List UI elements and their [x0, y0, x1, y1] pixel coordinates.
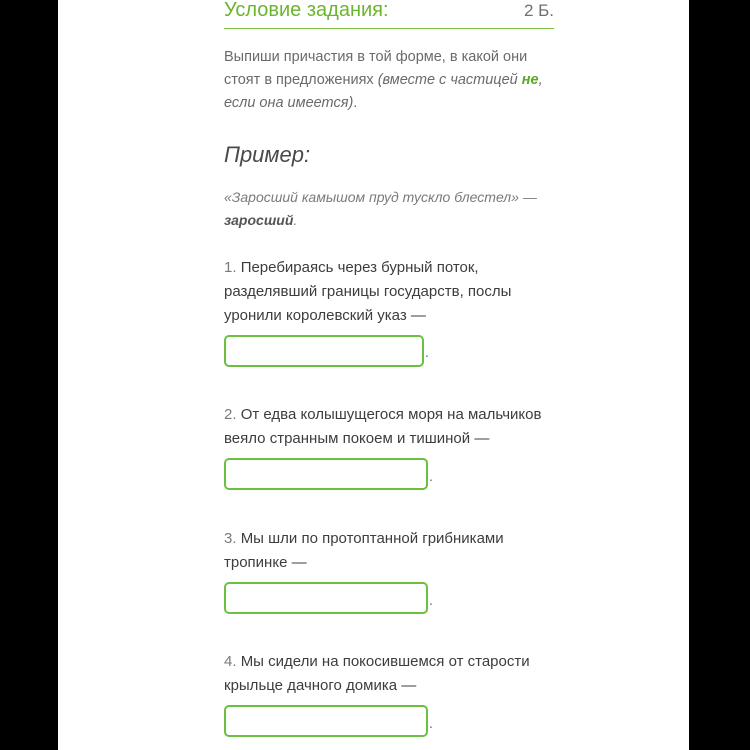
task-number: 1.: [224, 259, 237, 276]
instruction-main: Выпиши причастия в той форме, в какой они стоят в предложениях: [224, 49, 528, 88]
task-text: Мы шли по протоптанной грибниками тропинке —: [224, 530, 504, 571]
task-2-dot: .: [429, 468, 433, 484]
task-2-question: [224, 403, 564, 451]
instruction-note: (вместе с частицей не, если она имеется): [224, 72, 543, 111]
task-number: 4.: [224, 653, 237, 670]
particle-ne: не: [521, 72, 539, 88]
instruction-text: Выпиши причастия в той форме, в какой они стоят в предложениях (вместе с частицей не, если она имеется).: [224, 49, 543, 111]
task-header: [224, 0, 554, 29]
task-text: Перебираясь через бурный поток, разделявший границы государств, послы уронили королевский указ —: [224, 259, 512, 324]
task-4-question: [224, 650, 564, 698]
task-number: 3.: [224, 530, 237, 547]
task-text: От едва колышущегося моря на мальчиков веяло странным покоем и тишиной —: [224, 406, 542, 447]
task-1-answer-input[interactable]: [224, 335, 424, 367]
task-1-dot: .: [425, 344, 429, 360]
example-answer: заросший: [224, 212, 294, 228]
task-3-question: [224, 527, 564, 575]
example-title: Пример:: [224, 142, 311, 167]
task-text: Мы сидели на покосившемся от старости крыльце дачного домика —: [224, 653, 530, 694]
task-1-question: [224, 256, 564, 328]
task-2-answer-input[interactable]: [224, 458, 428, 490]
header-title: Условие задания:: [224, 0, 389, 21]
task-number: 2.: [224, 406, 237, 423]
task-4-dot: .: [429, 715, 433, 731]
task-page: [58, 0, 689, 750]
task-3-dot: .: [429, 592, 433, 608]
points-value: 2 Б.: [523, 1, 554, 20]
task-4-answer-input[interactable]: [224, 705, 428, 737]
example-text: «Заросший камышом пруд тускло блестел» — заросший.: [224, 189, 537, 228]
task-3-answer-input[interactable]: [224, 582, 428, 614]
example-quote: «Заросший камышом пруд тускло блестел» —: [224, 189, 537, 205]
